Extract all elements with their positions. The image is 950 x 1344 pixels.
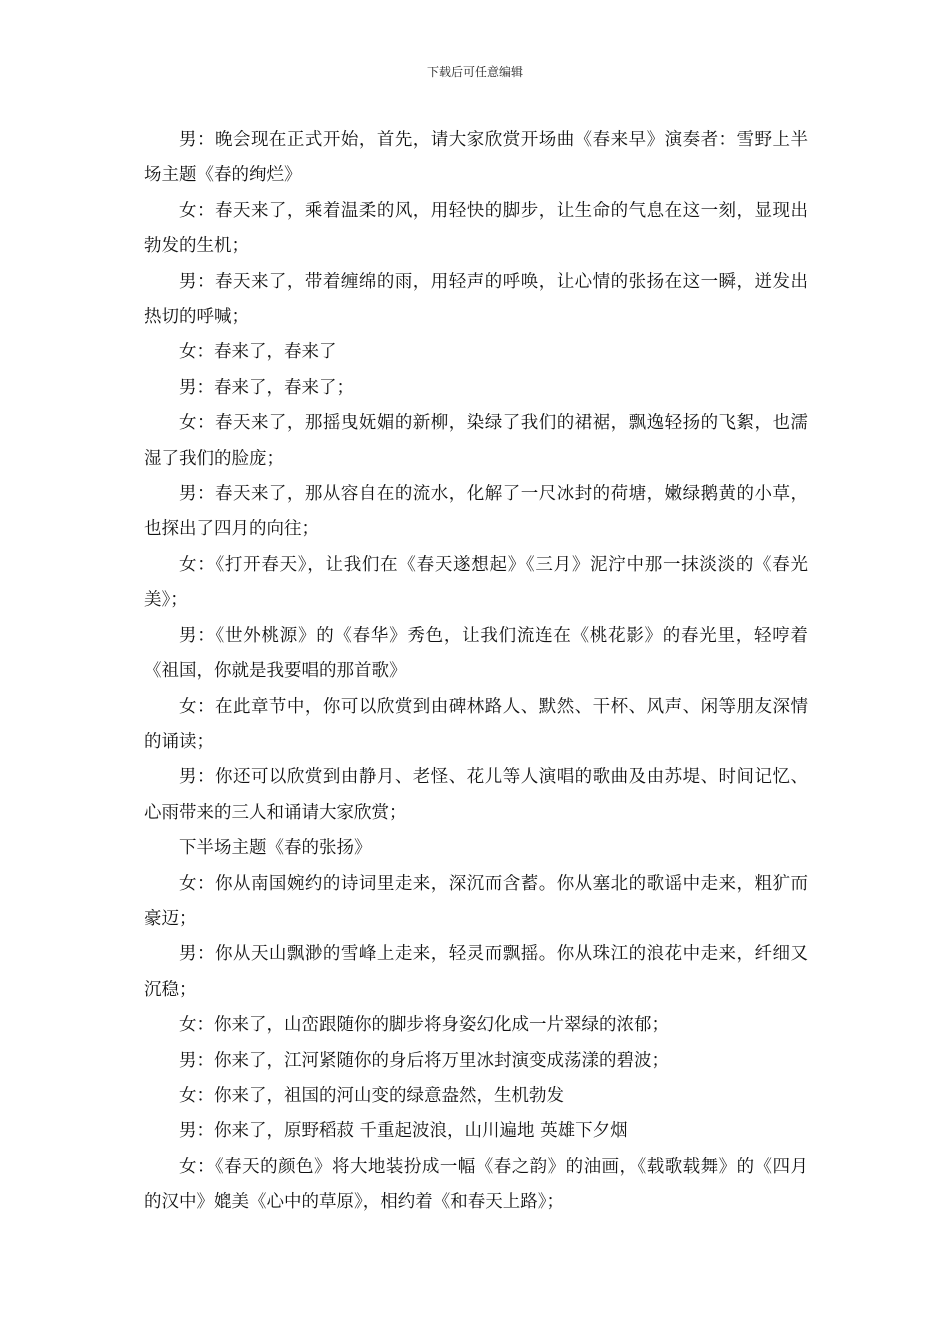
paragraph: 男：你来了，原野稻菽 千重起波浪，山川遍地 英雄下夕烟	[179, 1121, 628, 1142]
paragraph: 女：春天来了，那摇曳妩媚的新柳，染绿了我们的裙裾，飘逸轻扬的飞絮，也濡湿了我们的脸庞；	[144, 413, 808, 469]
paragraph: 女：你来了，山峦跟随你的脚步将身姿幻化成一片翠绿的浓郁；	[179, 1015, 669, 1036]
paragraph: 女：春天来了，乘着温柔的风，用轻快的脚步，让生命的气息在这一刻，显现出勃发的生机；	[144, 200, 808, 257]
paragraph: 男：春天来了，那从容自在的流水，化解了一尺冰封的荷塘，嫩绿鹅黄的小草，也探出了四月的向往；	[144, 484, 808, 540]
paragraph: 女：春来了，春来了	[179, 342, 337, 363]
paragraph: 女：你来了，祖国的河山变的绿意盎然，生机勃发	[179, 1085, 564, 1106]
paragraph: 女：《打开春天》，让我们在《春天遂想起》《三月》泥泞中那一抹淡淡的《春光美》；	[144, 554, 808, 611]
section-heading: 下半场主题《春的张扬》	[179, 838, 372, 859]
document-body	[144, 123, 808, 1221]
paragraph: 男：你还可以欣赏到由静月、老怪、花儿等人演唱的歌曲及由苏堤、时间记忆、心雨带来的三人和诵请大家欣赏；	[144, 767, 808, 823]
paragraph: 男：晚会现在正式开始，首先，请大家欣赏开场曲《春来早》演奏者：雪野上半场主题《春的绚烂》	[144, 130, 808, 186]
paragraph: 男：你来了，江河紧随你的身后将万里冰封演变成荡漾的碧波；	[179, 1050, 669, 1071]
paragraph: 男：《世外桃源》的《春华》秀色，让我们流连在《桃花影》的春光里，轻哼着《祖国，你就是我要唱的那首歌》	[144, 625, 808, 682]
page-header: 下载后可任意编辑	[426, 65, 523, 79]
paragraph: 男：春天来了，带着缠绵的雨，用轻声的呼唤，让心情的张扬在这一瞬，迸发出热切的呼喊；	[144, 271, 808, 328]
paragraph: 女：在此章节中，你可以欣赏到由碑林路人、默然、干杯、风声、闲等朋友深情的诵读；	[144, 696, 808, 752]
paragraph: 男：你从天山飘渺的雪峰上走来，轻灵而飘摇。你从珠江的浪花中走来，纤细又沉稳；	[144, 944, 808, 1000]
paragraph: 女：你从南国婉约的诗词里走来，深沉而含蓄。你从塞北的歌谣中走来，粗犷而豪迈；	[144, 873, 808, 929]
paragraph: 女：《春天的颜色》将大地装扮成一幅《春之韵》的油画，《载歌载舞》的《四月的汉中》媲美《心中的草原》，相约着《和春天上路》；	[144, 1156, 808, 1213]
paragraph: 男：春来了，春来了；	[179, 377, 354, 398]
